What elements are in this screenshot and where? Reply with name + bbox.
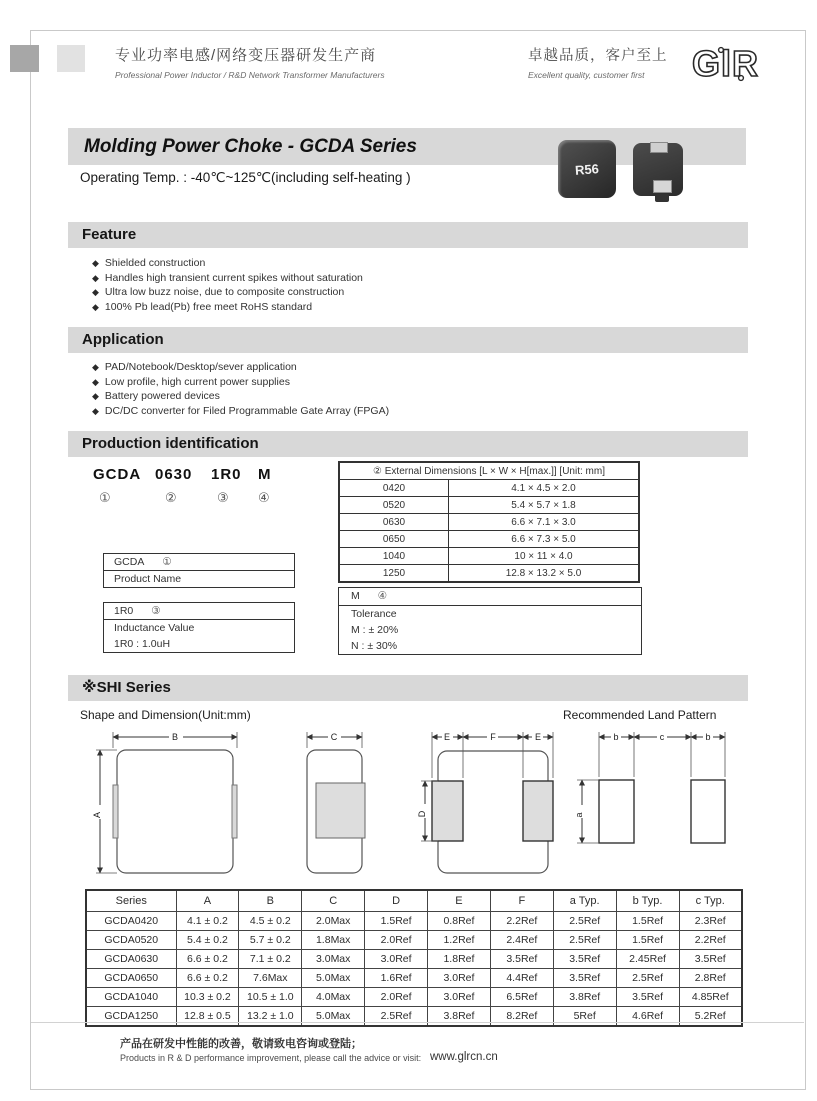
shi-series-section-bar: [68, 675, 748, 701]
table-cell: 0420: [339, 480, 449, 497]
table-row: [339, 565, 639, 583]
bullet-diamond-icon: ◆: [92, 362, 99, 372]
production-id-heading: Production identification: [82, 435, 259, 452]
table-cell: 12.8 ± 0.5: [176, 1007, 239, 1027]
application-list: [92, 360, 389, 418]
bullet-diamond-icon: ◆: [92, 272, 99, 283]
table-row: [339, 548, 639, 565]
bullet-diamond-icon: ◆: [92, 391, 99, 401]
table-row: [86, 912, 742, 931]
table-cell: GCDA1040: [86, 988, 176, 1007]
table-cell: 2.45Ref: [616, 950, 679, 969]
bottom-view-figure: [419, 731, 553, 873]
slogan-cn: 卓越品质，客户至上: [528, 48, 668, 64]
circled-3: ③: [217, 490, 229, 505]
bullet-text: Battery powered devices: [104, 390, 220, 402]
feature-list: [92, 256, 363, 314]
terminal-tab: [655, 194, 669, 202]
table-cell: 5.7 ± 0.2: [239, 931, 302, 950]
table-cell: 8.2Ref: [490, 1007, 553, 1027]
dim-label-B: B: [171, 732, 179, 742]
table-cell: 5.4 ± 0.2: [176, 931, 239, 950]
table-cell: 2.4Ref: [490, 931, 553, 950]
bullet-text: DC/DC converter for Filed Programmable Gate Array (FPGA): [104, 404, 390, 417]
table-cell: 2.8Ref: [679, 969, 742, 988]
bullet-item: [92, 375, 389, 390]
footer-note-en: Products in R & D performance improvement, please call the advice or visit:: [120, 1053, 422, 1063]
table-cell: 6.6 ± 0.2: [176, 969, 239, 988]
table-cell: 2.5Ref: [365, 1007, 428, 1027]
bullet-diamond-icon: ◆: [92, 376, 99, 387]
bullet-item: [92, 404, 389, 419]
bullet-text: Shielded construction: [104, 257, 206, 269]
table-row: [339, 531, 639, 548]
land-pattern-label: Recommended Land Pattern: [563, 708, 717, 722]
feature-heading: Feature: [82, 226, 137, 243]
table-cell: 13.2 ± 1.0: [239, 1007, 302, 1027]
part-segment-inductance: 1R0: [211, 466, 242, 483]
part-segment-series: GCDA: [93, 466, 142, 483]
side-view-figure: [307, 731, 365, 873]
inductance-box-line: Inductance Value: [114, 622, 195, 634]
column-header: E: [428, 890, 491, 912]
circled-2: ②: [165, 490, 177, 505]
table-cell: 6.6 × 7.1 × 3.0: [449, 514, 640, 531]
dim-label-b: b: [613, 732, 619, 742]
dim-label-E: E: [534, 732, 542, 742]
bullet-diamond-icon: ◆: [92, 301, 99, 312]
table-cell: 0630: [339, 514, 449, 531]
tolerance-box: [338, 587, 642, 655]
table-cell: 2.3Ref: [679, 912, 742, 931]
table-cell: 3.0Max: [302, 950, 365, 969]
table-row: [86, 988, 742, 1007]
product-name-box-line: Product Name: [114, 573, 182, 585]
column-header: c Typ.: [679, 890, 742, 912]
table-cell: 6.5Ref: [490, 988, 553, 1007]
table-cell: 10 × 11 × 4.0: [449, 548, 640, 565]
bullet-text: PAD/Notebook/Desktop/sever application: [104, 361, 297, 373]
column-header: F: [490, 890, 553, 912]
dim-label-E: E: [443, 732, 451, 742]
terminal-pad: [650, 142, 668, 153]
operating-temp: Operating Temp. : -40℃~125℃(including self-heating ): [80, 170, 411, 185]
table-cell: 4.0Max: [302, 988, 365, 1007]
product-marking: R56: [574, 160, 600, 178]
table-cell: 6.6 ± 0.2: [176, 950, 239, 969]
header-dark-square: [10, 45, 39, 72]
circled-4: ④: [377, 590, 388, 602]
tolerance-line: N : ± 30%: [351, 640, 398, 652]
table-cell: 2.5Ref: [553, 931, 616, 950]
part-segment-size: 0630: [155, 466, 193, 483]
bullet-text: 100% Pb lead(Pb) free meet RoHS standard: [104, 300, 313, 313]
production-id-section-bar: [68, 431, 748, 457]
table-row: [339, 514, 639, 531]
table-row: [339, 480, 639, 497]
bullet-diamond-icon: ◆: [92, 405, 99, 416]
circled-1: ①: [162, 556, 172, 568]
table-cell: 4.85Ref: [679, 988, 742, 1007]
dim-label-a: a: [574, 812, 584, 818]
table-cell: 12.8 × 13.2 × 5.0: [449, 565, 640, 583]
product-photo-bottom: [633, 143, 683, 196]
table-cell: 3.5Ref: [679, 950, 742, 969]
table-cell: 4.1 × 4.5 × 2.0: [449, 480, 640, 497]
table-cell: 1040: [339, 548, 449, 565]
table-cell: 4.6Ref: [616, 1007, 679, 1027]
table-cell: 1.8Ref: [428, 950, 491, 969]
table-cell: 2.0Ref: [365, 931, 428, 950]
column-header: Series: [86, 890, 176, 912]
table-cell: 1.2Ref: [428, 931, 491, 950]
table-cell: 1.5Ref: [616, 931, 679, 950]
product-name-box-header: [104, 554, 294, 571]
table-cell: 2.0Max: [302, 912, 365, 931]
inductance-box-line: 1R0 : 1.0uH: [114, 638, 171, 650]
feature-section-bar: [68, 222, 748, 248]
table-cell: GCDA0650: [86, 969, 176, 988]
table-cell: 5.0Max: [302, 1007, 365, 1027]
product-name-box: [103, 553, 295, 588]
bullet-text: Handles high transient current spikes without saturation: [104, 271, 363, 284]
table-cell: 0520: [339, 497, 449, 514]
table-row: [339, 497, 639, 514]
bullet-item: [92, 300, 363, 315]
table-cell: 5.0Max: [302, 969, 365, 988]
circled-1: ①: [99, 490, 111, 505]
slogan-en: Excellent quality, customer first: [528, 70, 645, 80]
table-cell: GCDA1250: [86, 1007, 176, 1027]
table-cell: 3.8Ref: [553, 988, 616, 1007]
table-cell: 10.3 ± 0.2: [176, 988, 239, 1007]
bullet-diamond-icon: ◆: [92, 287, 99, 297]
table-cell: 4.1 ± 0.2: [176, 912, 239, 931]
bullet-item: [92, 360, 389, 375]
inductance-box: [103, 602, 295, 653]
table-cell: 3.5Ref: [490, 950, 553, 969]
column-header: a Typ.: [553, 890, 616, 912]
inductance-box-header: [104, 603, 294, 620]
table-cell: 1.5Ref: [365, 912, 428, 931]
page-title: Molding Power Choke - GCDA Series: [84, 136, 417, 157]
tolerance-line: M : ± 20%: [351, 624, 399, 636]
column-header: C: [302, 890, 365, 912]
shape-dimension-label: Shape and Dimension(Unit:mm): [80, 708, 251, 722]
table-cell: 3.5Ref: [616, 988, 679, 1007]
column-header: D: [365, 890, 428, 912]
table-cell: 3.8Ref: [428, 1007, 491, 1027]
table-cell: 4.5 ± 0.2: [239, 912, 302, 931]
footer-website: www.glrcn.cn: [430, 1051, 498, 1063]
table-row: [86, 931, 742, 950]
table-cell: 5.4 × 5.7 × 1.8: [449, 497, 640, 514]
table-cell: 3.5Ref: [553, 950, 616, 969]
product-name-code: GCDA: [114, 556, 145, 568]
tolerance-code: M: [351, 590, 360, 602]
table-cell: 2.5Ref: [553, 912, 616, 931]
external-dimensions-header: ② External Dimensions [L × W × H[max.]] [Unit: mm]: [339, 462, 639, 480]
table-cell: 2.5Ref: [616, 969, 679, 988]
dimension-diagrams: [70, 728, 750, 882]
table-cell: 6.6 × 7.3 × 5.0: [449, 531, 640, 548]
application-heading: Application: [82, 331, 164, 348]
circled-4: ④: [258, 490, 270, 505]
circled-3: ③: [151, 605, 161, 617]
table-cell: 3.0Ref: [428, 988, 491, 1007]
table-row: [86, 950, 742, 969]
table-cell: 5.2Ref: [679, 1007, 742, 1027]
bullet-diamond-icon: ◆: [92, 258, 99, 268]
table-cell: 2.0Ref: [365, 988, 428, 1007]
table-cell: 7.1 ± 0.2: [239, 950, 302, 969]
table-cell: GCDA0630: [86, 950, 176, 969]
spec-table: [85, 889, 743, 1027]
table-row: [86, 969, 742, 988]
bullet-item: [92, 285, 363, 300]
table-cell: 2.2Ref: [490, 912, 553, 931]
column-header: B: [239, 890, 302, 912]
tolerance-box-header: [339, 588, 641, 606]
table-cell: 2.2Ref: [679, 931, 742, 950]
table-cell: 1.6Ref: [365, 969, 428, 988]
footer-divider: [31, 1022, 804, 1023]
company-header: [115, 44, 385, 80]
header-light-square: [57, 45, 85, 72]
slogan: [528, 44, 668, 80]
external-dimensions-table: [338, 461, 640, 583]
table-cell: 1.5Ref: [616, 912, 679, 931]
table-cell: 7.6Max: [239, 969, 302, 988]
product-photo-top: [558, 140, 616, 198]
table-cell: 3.0Ref: [428, 969, 491, 988]
dim-label-c: c: [659, 732, 665, 742]
dim-label-D: D: [417, 810, 427, 818]
company-name-cn: 专业功率电感/网络变压器研发生产商: [115, 47, 377, 64]
part-segment-tolerance: M: [258, 466, 272, 483]
inductance-code: 1R0: [114, 605, 134, 617]
table-row: [86, 1007, 742, 1027]
footer-note-cn: 产品在研发中性能的改善，敬请致电咨询或登陆；: [120, 1038, 362, 1050]
land-pattern-figure: [576, 731, 725, 843]
front-view-figure: [94, 731, 237, 873]
bullet-text: Ultra low buzz noise, due to composite construction: [104, 286, 345, 298]
table-cell: 3.5Ref: [553, 969, 616, 988]
table-cell: 0.8Ref: [428, 912, 491, 931]
table-cell: 4.4Ref: [490, 969, 553, 988]
terminal-pad: [653, 180, 672, 193]
application-section-bar: [68, 327, 748, 353]
table-cell: 1250: [339, 565, 449, 583]
company-name-en: Professional Power Inductor / R&D Network Transformer Manufacturers: [115, 70, 385, 80]
dim-label-b: b: [705, 732, 711, 742]
table-cell: 0650: [339, 531, 449, 548]
table-cell: GCDA0520: [86, 931, 176, 950]
table-cell: GCDA0420: [86, 912, 176, 931]
column-header: b Typ.: [616, 890, 679, 912]
bullet-text: Low profile, high current power supplies: [104, 375, 290, 388]
column-header: A: [176, 890, 239, 912]
bullet-item: [92, 271, 363, 286]
tolerance-line: Tolerance: [351, 608, 397, 620]
svg-text:GlR: GlR: [692, 43, 760, 84]
table-cell: 5Ref: [553, 1007, 616, 1027]
bullet-item: [92, 389, 389, 404]
table-cell: 3.0Ref: [365, 950, 428, 969]
dim-label-A: A: [92, 811, 102, 819]
glr-logo: [686, 38, 762, 88]
table-cell: 10.5 ± 1.0: [239, 988, 302, 1007]
bullet-item: [92, 256, 363, 271]
dim-label-F: F: [490, 732, 496, 742]
shi-series-heading: ※SHI Series: [82, 679, 171, 696]
dim-label-C: C: [330, 732, 338, 742]
table-cell: 1.8Max: [302, 931, 365, 950]
